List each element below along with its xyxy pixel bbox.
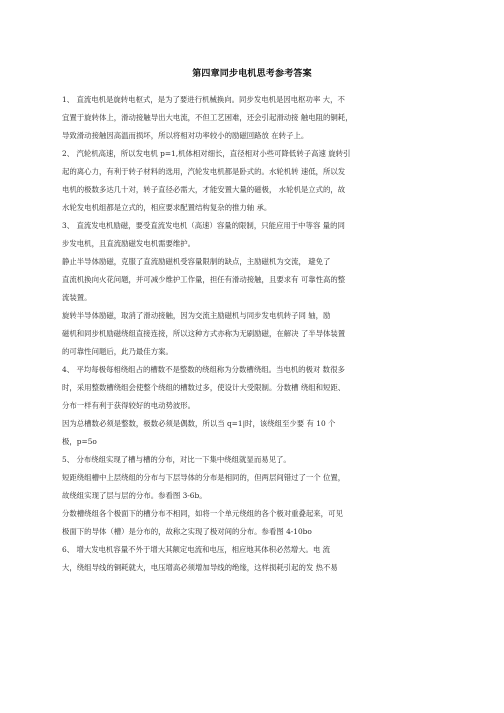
text-line: 起的离心力，有利于转子材料的选用，汽轮发电机都是卧式的。水轮机转 速低，所以发 (62, 167, 346, 176)
document-title: 第四章同步电机思考参考答案 (192, 69, 312, 79)
text-line: 分数槽绕组各个极面下的槽分布不相同，如将一个单元绕组的各个极对重叠起来，可见 (62, 509, 343, 518)
text-line: 宜置于旋转体上，滑动接触导出大电流，不但工艺困难，还会引起滑动接 触电阻的铜耗， (62, 113, 353, 122)
text-line: 极，p=5o (62, 437, 97, 446)
text-line: 磁机和同步机励磁绕组直接连接，所以这种方式亦称为无刷励磁，在解决 了半导体装置 (62, 329, 346, 338)
text-line: 电机的极数多达几十对，转子直径必需大，才能安置大量的磁极， 水轮机是立式的，故 (62, 185, 346, 194)
text-line: 故绕组实现了层与层的分布。参看图 3-6b。 (62, 491, 207, 500)
text-line: 旋转半导体励磁，取消了滑动接触，因为交流主励磁机与同步发电机转子同 轴，励 (62, 311, 331, 320)
text-line: 3、 直流发电机励磁，要受直流发电机（高速）容量的限制，只能应用于中等容 量的同 (62, 221, 345, 230)
text-line: 静止半导体励磁，克服了直流励磁机受容量限制的缺点，主励磁机为交流， 避免了 (62, 257, 331, 266)
text-line: 大，绕组导线的铜耗就大，电压增高必须增加导线的绝缘，这样损耗引起的发 热不易 (62, 563, 338, 572)
text-line: 1、 直流电机是旋转电枢式，是为了要进行机械换向。同步发电机是因电枢功率 大，不 (62, 95, 345, 104)
text-line: 导致滑动接触因高温而损坏，所以将相对功率较小的励磁回路放 在转子上。 (62, 131, 309, 140)
text-line: 时，采用整数槽绕组会使整个绕组的槽数过多，使设计大受限制。分数槽 绕组和短距、 (62, 383, 346, 392)
text-line: 分布一样有利于获得较好的电动势波形。 (62, 401, 196, 410)
text-line: 极面下的导体（槽）是分布的，故称之实现了极对间的分布。参看图 4-10bo (62, 527, 312, 536)
text-line: 短距绕组槽中上层绕组的分布与下层导体的分布是相同的，但两层间错过了一个 位置， (62, 473, 346, 482)
text-line: 流装置。 (62, 293, 92, 302)
text-line: 的可靠性问题后，此乃最佳方案。 (62, 347, 173, 356)
text-line: 4、 平均每极每相绕组占的槽数不是整数的绕组称为分数槽绕组。当电机的极对 数很多 (62, 365, 345, 374)
text-line: 直流机换向火花问题，并可减少维护工作量，担任有滑动接触，且要求有 可靠性高的整 (62, 275, 346, 284)
text-line: 水轮发电机组都是立式的，相应要求配置结构复杂的推力轴 承。 (62, 203, 272, 212)
text-line: 5、 分布绕组实现了槽与槽的分布，对比一下集中绕组就显而易见了。 (62, 455, 291, 464)
text-line: 6、 增大发电机容量不外于增大其额定电流和电压，相应地其体积必然增大。电 流 (62, 545, 331, 554)
text-line: 2、 汽轮机高速，所以发电机 p=1,机体相对细长，直径相对小些可降低转子高速 旋转引 (62, 149, 351, 158)
text-line: 因为总槽数必须是整数，极数必须是偶数，所以当 q=1|时，该绕组至少要 有 10 个 (62, 419, 336, 428)
text-line: 步发电机，且直流励磁发电机需要维护。 (62, 239, 196, 248)
